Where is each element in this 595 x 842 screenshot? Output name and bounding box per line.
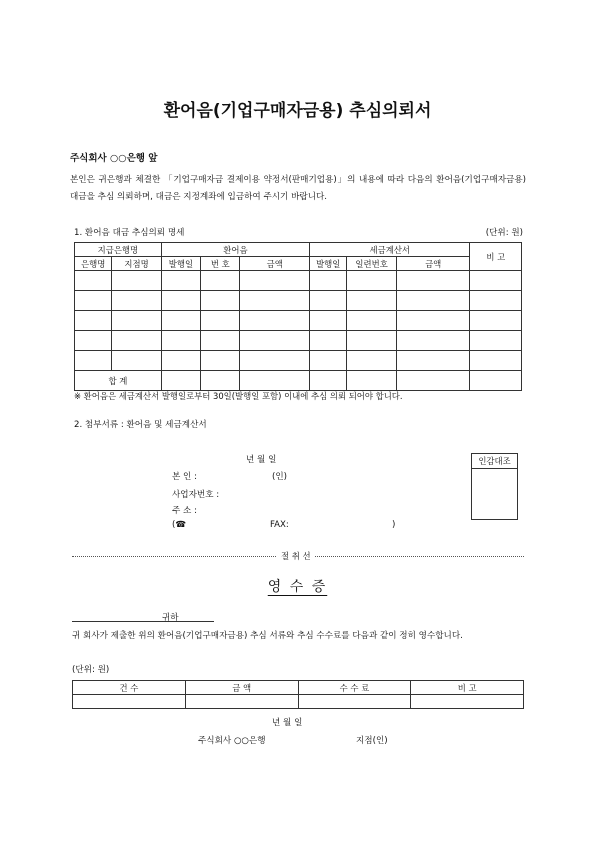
address-label: 주 소 : — [172, 506, 197, 516]
intro-text: 본인은 귀은행과 체결한 「기업구매자금 결제이용 약정서(판매기업용)」의 내용에 따라 다음의 환어음(기업구매자금용) 대금을 추심 의뢰하며, 대금은 지정계좌에 입금하여 주시기 바랍니다. — [70, 175, 526, 202]
cell[interactable] — [310, 371, 347, 391]
cut-line-label: 절 취 선 — [277, 550, 315, 562]
cell[interactable] — [470, 351, 522, 371]
section1-unit: (단위: 원) — [485, 228, 523, 238]
table-row — [75, 331, 522, 351]
cell[interactable] — [75, 291, 112, 311]
cell[interactable] — [396, 351, 470, 371]
header-paying-bank: 지급은행명 — [75, 243, 162, 257]
cell[interactable] — [240, 331, 310, 351]
cell[interactable] — [201, 371, 240, 391]
table-row — [75, 271, 522, 291]
cell[interactable] — [396, 371, 470, 391]
receipt-bank: 주식회사 ○○은행 — [198, 736, 266, 746]
deadline-note: ※ 환어음은 세금계산서 발행일로부터 30일(발행일 포함) 이내에 추심 의뢰 되어야 합니다. — [74, 391, 403, 401]
cell[interactable] — [201, 271, 240, 291]
cell[interactable] — [347, 311, 396, 331]
receipt-header-count: 건 수 — [73, 681, 186, 695]
close-paren: ) — [392, 520, 396, 530]
collection-table — [74, 242, 522, 391]
receipt-header-fee: 수 수 료 — [298, 681, 411, 695]
cell[interactable] — [201, 311, 240, 331]
receipt-header-remarks: 비 고 — [411, 681, 524, 695]
receipt-header-amount: 금 액 — [185, 681, 298, 695]
cell[interactable] — [201, 351, 240, 371]
cell[interactable] — [310, 351, 347, 371]
cell[interactable] — [396, 311, 470, 331]
cell[interactable] — [201, 331, 240, 351]
person-label: 본 인 : — [172, 472, 197, 482]
receipt-text: 귀 회사가 제출한 위의 환어음(기업구매자금용) 추심 서류와 추심 수수료를 다음과 같이 정히 영수합니다. — [72, 631, 463, 641]
table-row — [75, 291, 522, 311]
cell[interactable] — [310, 331, 347, 351]
seal-verification-label: 인감대조 — [472, 454, 517, 469]
total-row — [75, 371, 522, 391]
subheader-invoice-amount: 금액 — [396, 257, 470, 271]
cell[interactable] — [310, 291, 347, 311]
cell[interactable] — [240, 291, 310, 311]
cell[interactable] — [347, 291, 396, 311]
cell[interactable] — [161, 331, 200, 351]
subheader-bank: 은행명 — [75, 257, 112, 271]
cell[interactable] — [112, 351, 161, 371]
receipt-cell[interactable] — [185, 695, 298, 709]
cell[interactable] — [161, 271, 200, 291]
cell[interactable] — [112, 271, 161, 291]
cell[interactable] — [396, 271, 470, 291]
page-title: 환어음(기업구매자금용) 추심의뢰서 — [163, 101, 432, 121]
table-row — [75, 311, 522, 331]
subheader-bill-no: 번 호 — [201, 257, 240, 271]
cell[interactable] — [161, 371, 200, 391]
total-label: 합 계 — [75, 371, 162, 391]
table-row — [75, 351, 522, 371]
subheader-bill-amount: 금액 — [240, 257, 310, 271]
section1-label: 1. 환어음 대금 추심의뢰 명세 — [74, 228, 185, 238]
cell[interactable] — [112, 331, 161, 351]
header-bill: 환어음 — [161, 243, 309, 257]
receipt-branch: 지점(인) — [356, 736, 388, 746]
subheader-bill-date: 발행일 — [161, 257, 200, 271]
cell[interactable] — [112, 291, 161, 311]
receipt-unit: (단위: 원) — [72, 665, 110, 675]
cell[interactable] — [75, 311, 112, 331]
subheader-branch: 지점명 — [112, 257, 161, 271]
cell[interactable] — [161, 311, 200, 331]
subheader-invoice-serial: 일련번호 — [347, 257, 396, 271]
cell[interactable] — [75, 271, 112, 291]
cell[interactable] — [112, 311, 161, 331]
cell[interactable] — [470, 311, 522, 331]
cell[interactable] — [347, 371, 396, 391]
cell[interactable] — [75, 331, 112, 351]
receipt-title: 영 수 증 — [267, 579, 328, 595]
header-tax-invoice: 세금계산서 — [310, 243, 470, 257]
cell[interactable] — [240, 371, 310, 391]
header-remarks: 비 고 — [470, 243, 522, 271]
cell[interactable] — [470, 371, 522, 391]
bizno-label: 사업자번호 : — [172, 490, 220, 500]
cell[interactable] — [396, 331, 470, 351]
signature-date[interactable]: 년 월 일 — [246, 455, 277, 465]
receipt-cell[interactable] — [73, 695, 186, 709]
receipt-cell[interactable] — [411, 695, 524, 709]
cell[interactable] — [310, 271, 347, 291]
cell[interactable] — [240, 351, 310, 371]
cell[interactable] — [240, 311, 310, 331]
cell[interactable] — [201, 291, 240, 311]
cell[interactable] — [347, 271, 396, 291]
recipient-suffix: 귀하 — [162, 613, 179, 623]
seal-verification-box[interactable] — [471, 453, 518, 520]
cell[interactable] — [347, 331, 396, 351]
cell[interactable] — [347, 351, 396, 371]
phone-label: (☎ — [172, 520, 187, 530]
fax-label: FAX: — [270, 520, 289, 530]
addressee: 주식회사 ○○은행 앞 — [70, 153, 158, 164]
receipt-table — [72, 680, 524, 709]
person-seal: (인) — [272, 472, 288, 482]
cell[interactable] — [310, 311, 347, 331]
cell[interactable] — [470, 291, 522, 311]
recipient-line[interactable] — [72, 621, 214, 622]
receipt-date[interactable]: 년 월 일 — [272, 718, 303, 728]
cell[interactable] — [75, 351, 112, 371]
cell[interactable] — [161, 351, 200, 371]
receipt-cell[interactable] — [298, 695, 411, 709]
cell[interactable] — [396, 291, 470, 311]
cell[interactable] — [470, 331, 522, 351]
cell[interactable] — [240, 271, 310, 291]
cell[interactable] — [161, 291, 200, 311]
section2-attachments: 2. 첨부서류 : 환어음 및 세금계산서 — [74, 420, 207, 430]
cell[interactable] — [470, 271, 522, 291]
subheader-invoice-date: 발행일 — [310, 257, 347, 271]
